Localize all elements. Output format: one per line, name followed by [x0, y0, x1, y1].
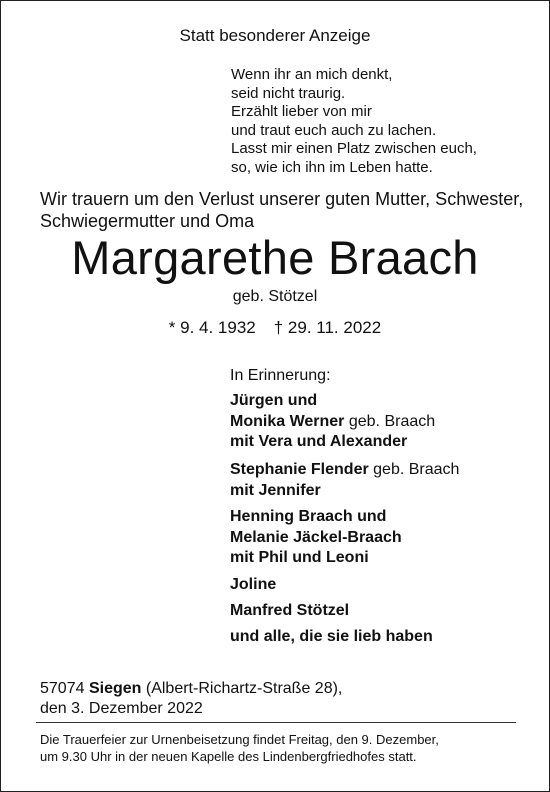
mourner-line: mit Jennifer [230, 481, 321, 499]
mourner-name: Stephanie Flender [230, 461, 369, 478]
deceased-name: Margarethe Braach [71, 231, 479, 284]
city: Siegen [88, 680, 142, 697]
poem-line: Lasst mir einen Platz zwischen euch, [231, 140, 477, 157]
notice-line: um 9.30 Uhr in der neuen Kapelle des Lindenbergfriedhofes statt. [40, 749, 417, 764]
life-dates [0, 318, 550, 338]
divider [36, 722, 516, 723]
mourner-maiden-name: geb. Braach [344, 412, 436, 430]
death-date: † 29. 11. 2022 [273, 318, 382, 337]
intro-text [40, 188, 523, 232]
poem-line: und traut euch auch zu lachen. [231, 121, 437, 139]
birth-date: * 9. 4. 1932 [168, 318, 256, 337]
mourner-group-4: Joline [230, 576, 277, 593]
mourner-line: Henning Braach und [230, 508, 387, 525]
birth-name: geb. Stötzel [232, 288, 318, 305]
street-address: (Albert-Richartz-Straße 28), [145, 680, 343, 697]
location-date [40, 679, 342, 719]
mourner-maiden-name: geb. Braach [368, 461, 460, 478]
intro-line: Wir trauern um den Verlust unserer guten Mutter, Schwester, [40, 189, 524, 209]
mourner-name: Monika Werner [230, 412, 345, 430]
mourner-line [230, 460, 459, 481]
mourner-group-2 [230, 460, 459, 501]
intro-line: Schwiegermutter und Oma [40, 211, 255, 231]
mourner-group-1 [230, 391, 435, 453]
funeral-notice [40, 731, 439, 765]
notice-line: Die Trauerfeier zur Urnenbeisetzung findet Freitag, den 9. Dezember, [40, 732, 439, 747]
zip-code: 57074 [40, 680, 85, 697]
mourner-line: mit Phil und Leoni [230, 549, 369, 566]
mourner-line: mit Vera und Alexander [230, 433, 408, 450]
mourner-line: Melanie Jäckel-Braach [230, 528, 402, 546]
mourner-line: Jürgen und [230, 392, 318, 409]
mourner-group-5: Manfred Stötzel [230, 602, 350, 619]
poem-line: Wenn ihr an mich denkt, [231, 66, 393, 83]
poem-line: seid nicht traurig. [231, 84, 346, 102]
mourner-group-3 [230, 507, 402, 569]
poem-line: Erzählt lieber von mir [231, 103, 372, 120]
date-line: den 3. Dezember 2022 [40, 700, 203, 717]
header-text: Statt besonderer Anzeige [179, 26, 371, 45]
poem [231, 66, 477, 177]
memorial-title: In Erinnerung: [230, 367, 331, 384]
mourner-line [230, 412, 435, 433]
address-line [40, 679, 342, 699]
poem-line: so, wie ich ihn im Leben hatte. [231, 158, 433, 176]
mourner-group-6: und alle, die sie lieb haben [230, 628, 433, 645]
